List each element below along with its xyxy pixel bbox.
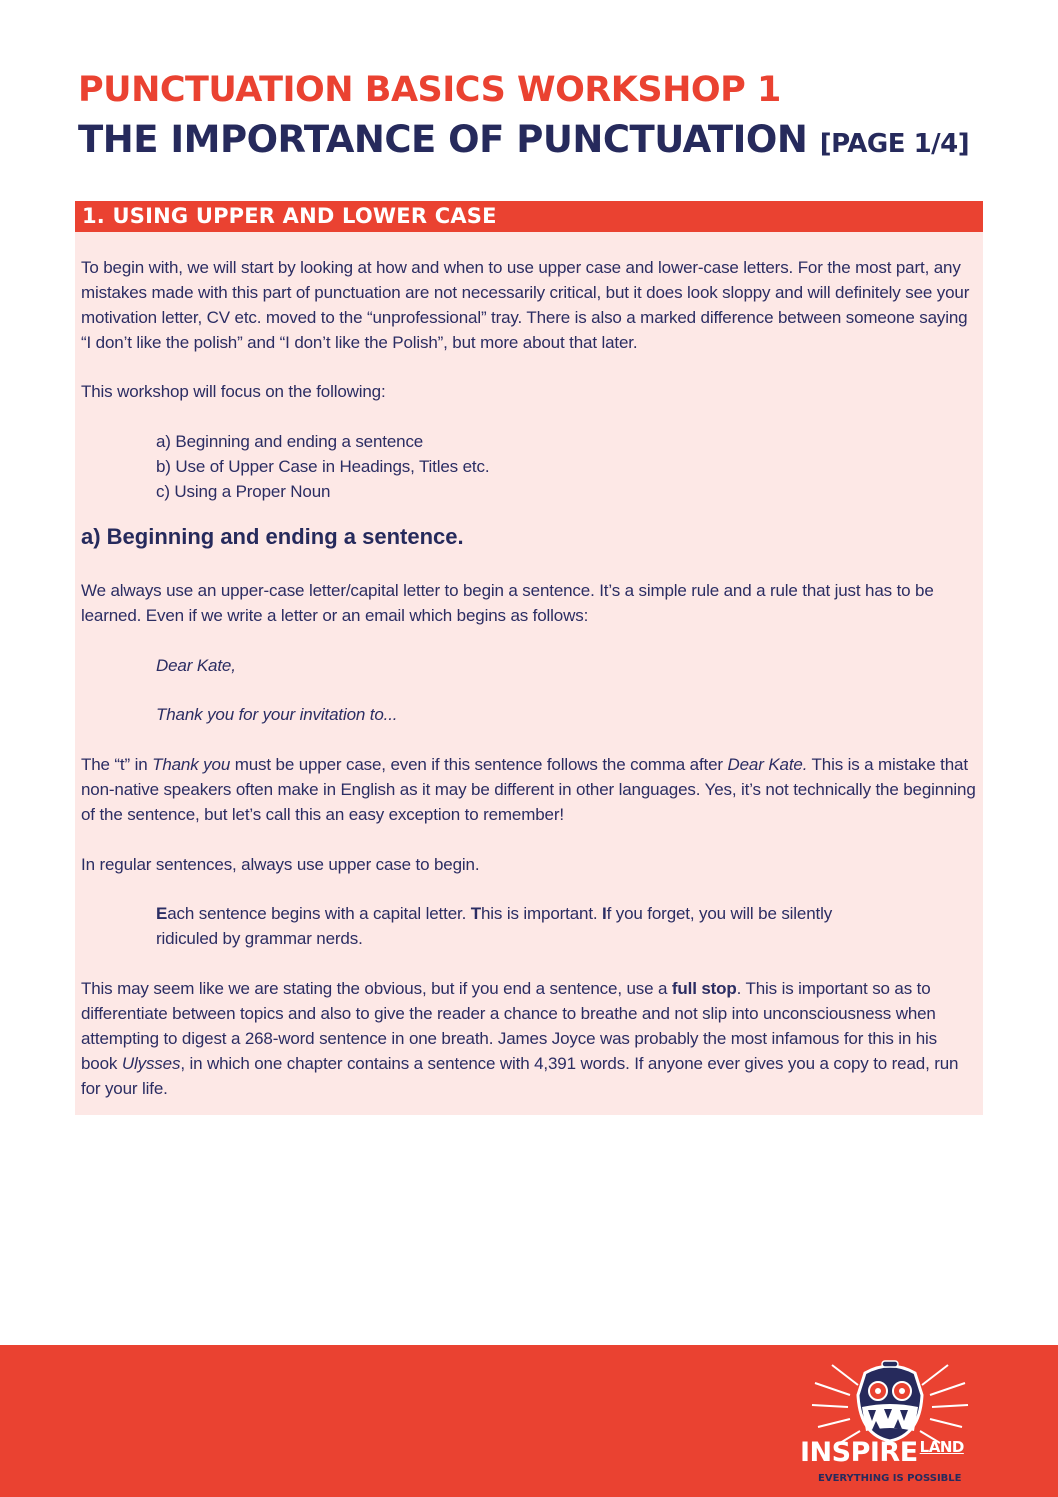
focus-item-b: b) Use of Upper Case in Headings, Titles etc. — [156, 457, 490, 476]
logo-land: LAND — [919, 1438, 964, 1456]
bold-run: I — [602, 904, 607, 923]
focus-intro: This workshop will focus on the following: — [81, 382, 386, 401]
bold-run: E — [156, 904, 168, 923]
section-panel — [75, 201, 983, 1115]
text-run: must be upper case, even if this sentence follows the comma after — [230, 755, 728, 774]
page-subtitle — [78, 118, 969, 161]
footer-band — [0, 1345, 1058, 1497]
capital-letters-example — [156, 901, 876, 951]
text-run: This is a mistake that non-native speakers often make in English as it may be different in other languages. Yes, it’s not technically the beginning of the sentence, but let’s call this an easy exception to remember! — [81, 755, 976, 824]
intro-paragraph: To begin with, we will start by looking at how and when to use upper case and lower-case letters. For the most part, any mistakes made with this part of punctuation are not necessarily critical, but it does look sloppy and will definitely see your motivation letter, CV etc. moved to the “unprofessional” tray. There is also a marked difference between someone saying “I don’t like the polish” and “I don’t like the Polish”, but more about that later. — [81, 258, 970, 352]
page-indicator: [PAGE 1/4] — [819, 129, 970, 159]
capital-letter-paragraph: We always use an upper-case letter/capital letter to begin a sentence. It’s a simple rule and a rule that just has to be learned. Even if we write a letter or an email which begins as follows: — [81, 581, 934, 625]
emphasis-run: Ulysses — [121, 1054, 181, 1073]
full-stop-paragraph — [81, 976, 977, 1101]
example-greeting: Dear Kate, — [156, 656, 236, 675]
example-body: Thank you for your invitation to... — [156, 705, 398, 724]
text-run: , in which one chapter contains a sentence with 4,391 words. If anyone ever gives you a copy to read, run for your life. — [81, 1054, 959, 1098]
emphasis-run: Thank you — [152, 755, 231, 774]
text-run: . This is important so as to differentiate between topics and also to give the reader a chance to breathe and not slip into unconsciousness when attempting to digest a 268-word sentence in one breath. James Joyce was probably the most infamous for this in his book — [81, 979, 938, 1073]
emphasis-run: Dear Kate. — [727, 755, 808, 774]
thank-you-paragraph — [81, 752, 977, 827]
text-run: The “t” in — [81, 755, 153, 774]
focus-item-c: c) Using a Proper Noun — [156, 482, 331, 501]
text-run: f you forget, you will be silently ridiculed by grammar nerds. — [156, 904, 833, 948]
regular-sentences-paragraph: In regular sentences, always use upper case to begin. — [81, 855, 480, 874]
focus-item-a: a) Beginning and ending a sentence — [156, 432, 424, 451]
focus-list — [156, 429, 946, 504]
subheading-beginning-ending: a) Beginning and ending a sentence. — [81, 524, 464, 549]
bold-run: full stop — [671, 979, 737, 998]
section-heading: 1. USING UPPER AND LOWER CASE — [75, 201, 983, 232]
text-run: his is important. — [480, 904, 603, 923]
text-run: ach sentence begins with a capital letter. — [167, 904, 471, 923]
brand-logo — [800, 1437, 964, 1468]
subtitle-text: THE IMPORTANCE OF PUNCTUATION — [78, 118, 808, 161]
logo-inspire: INSPIRE — [800, 1437, 918, 1468]
bold-run: T — [470, 904, 481, 923]
text-run: This may seem like we are stating the obvious, but if you end a sentence, use a — [81, 979, 672, 998]
brand-tagline: EVERYTHING IS POSSIBLE — [818, 1473, 962, 1484]
page-title: PUNCTUATION BASICS WORKSHOP 1 — [78, 70, 781, 110]
monster-face-icon — [810, 1355, 970, 1450]
